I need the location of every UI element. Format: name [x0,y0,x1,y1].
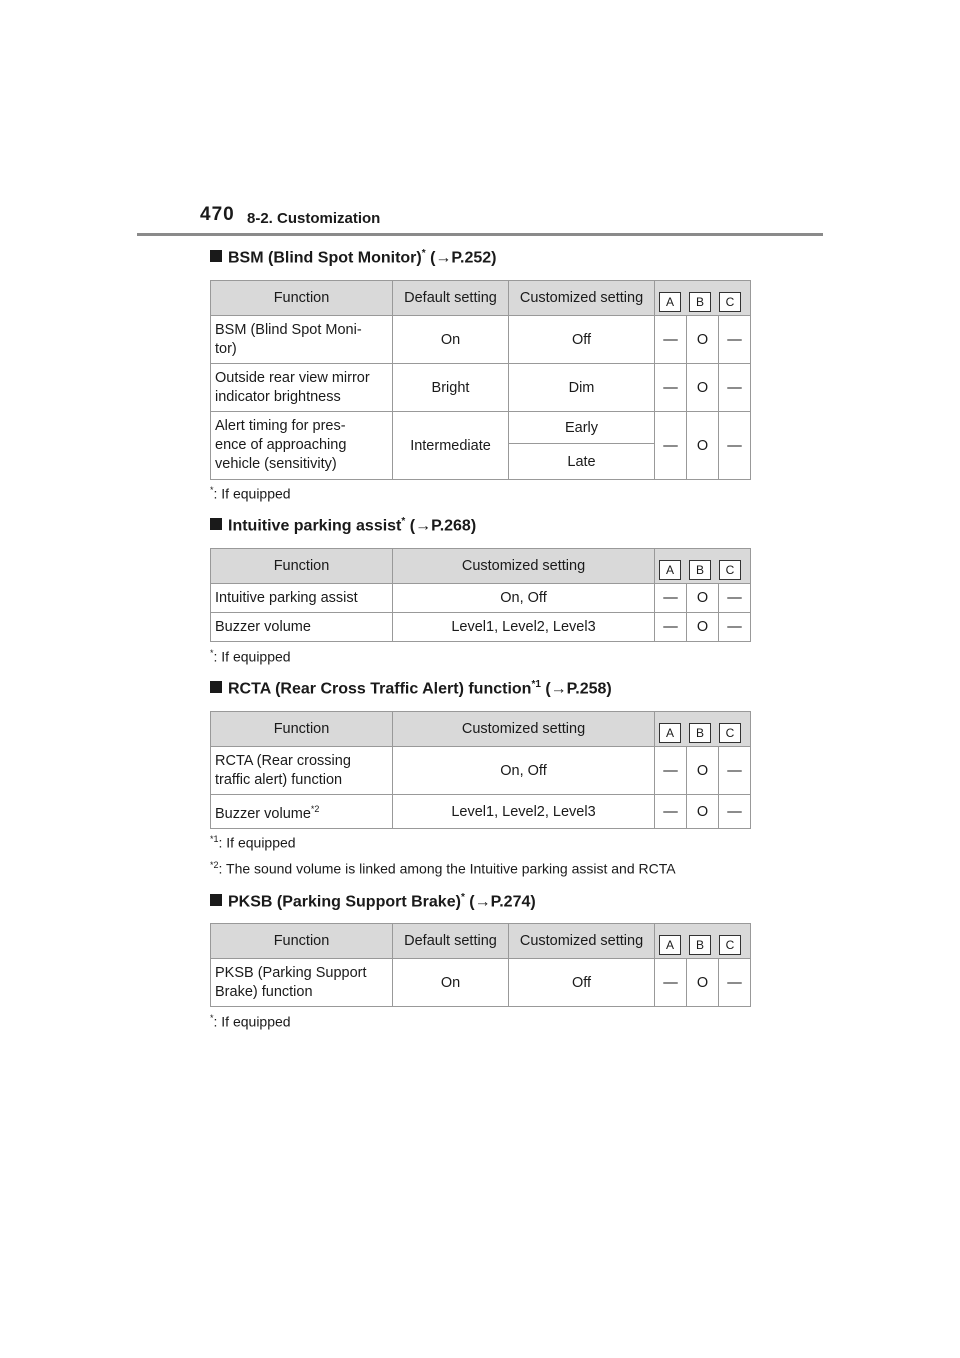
custom-cell: On, Off [393,747,655,795]
setting-c-label: C [719,935,741,955]
a-cell: — [655,364,687,412]
settings-abc-header [655,281,751,316]
c-cell: — [719,959,751,1007]
page-number: 470 [200,204,235,225]
rcta-footnote-1: $^{*1}$: If equipped [210,834,296,851]
table-header-row [211,549,751,584]
column-header: Customized setting [509,924,655,959]
section-title: 8-2. Customization [247,210,381,227]
a-cell: — [655,584,687,613]
table-row [211,747,751,795]
b-cell: O [687,795,719,829]
ipa-heading-ref[interactable]: (→P.268) [409,517,477,535]
column-header: Customized setting [393,549,655,584]
pksb-heading-mark: * [460,892,465,903]
setting-c-label: C [719,723,741,743]
setting-b-label: B [689,292,711,312]
function-cell: RCTA (Rear crossing traffic alert) function [211,747,393,795]
table-header-row [211,924,751,959]
table-row [211,959,751,1007]
setting-a-label: A [659,560,681,580]
setting-b-label: B [689,723,711,743]
a-cell: — [655,613,687,642]
c-cell: — [719,584,751,613]
pksb-heading [210,892,536,911]
rcta-heading [210,679,612,698]
ipa-table [210,548,751,642]
rcta-heading-text: RCTA (Rear Cross Traffic Alert) function [228,680,532,698]
setting-c-label: C [719,560,741,580]
custom-cell: Late [509,444,655,480]
table-header-row [211,281,751,316]
header-rule [137,233,823,236]
b-cell: O [687,613,719,642]
rcta-footnote-2: $^{*2}$: The sound volume is linked among the Intuitive parking assist and RCTA [210,860,676,877]
function-cell: Outside rear view mirror indicator brightness [211,364,393,412]
bsm-table [210,280,751,480]
a-cell: — [655,959,687,1007]
settings-abc-header [655,712,751,747]
b-cell: O [687,364,719,412]
column-header: Function [211,549,393,584]
column-header: Customized setting [509,281,655,316]
c-cell: — [719,316,751,364]
rcta-heading-mark: *1 [531,679,541,690]
setting-b-label: B [689,560,711,580]
function-cell: Alert timing for pres- ence of approaching vehicle (sensitivity) [211,412,393,480]
setting-c-label: C [719,292,741,312]
function-cell: Intuitive parking assist [211,584,393,613]
ipa-heading-mark: * [401,516,406,527]
function-cell: PKSB (Parking Support Brake) function [211,959,393,1007]
custom-cell: Dim [509,364,655,412]
bsm-heading [210,248,497,267]
column-header: Function [211,924,393,959]
pksb-table [210,923,751,1007]
table-row [211,316,751,364]
table-row [211,412,751,444]
c-cell: — [719,613,751,642]
default-cell: Intermediate [393,412,509,480]
a-cell: — [655,412,687,480]
table-row [211,364,751,412]
ipa-heading [210,516,476,535]
b-cell: O [687,316,719,364]
custom-cell: Early [509,412,655,444]
column-header: Default setting [393,924,509,959]
table-row [211,613,751,642]
rcta-table [210,711,751,829]
table-row [211,584,751,613]
a-cell: — [655,316,687,364]
setting-a-label: A [659,935,681,955]
bsm-heading-ref[interactable]: (→P.252) [430,249,497,267]
b-cell: O [687,747,719,795]
column-header: Default setting [393,281,509,316]
a-cell: — [655,795,687,829]
table-row [211,795,751,829]
ipa-heading-text: Intuitive parking assist [228,517,402,535]
ipa-footnote: *: If equipped [210,648,291,665]
pksb-heading-ref[interactable]: (→P.274) [469,893,536,911]
settings-abc-header [655,924,751,959]
function-cell: BSM (Blind Spot Moni- tor) [211,316,393,364]
function-cell: Buzzer volume$^{*2}$ [211,795,393,829]
bsm-heading-text: BSM (Blind Spot Monitor) [228,249,422,267]
function-cell: Buzzer volume [211,613,393,642]
pksb-footnote: *: If equipped [210,1013,291,1030]
column-header: Function [211,712,393,747]
custom-cell: On, Off [393,584,655,613]
column-header: Customized setting [393,712,655,747]
pksb-heading-text: PKSB (Parking Support Brake) [228,893,461,911]
setting-a-label: A [659,723,681,743]
bsm-footnote: *: If equipped [210,485,291,502]
default-cell: On [393,959,509,1007]
default-cell: Bright [393,364,509,412]
square-bullet-icon [210,518,222,530]
setting-b-label: B [689,935,711,955]
column-header: Function [211,281,393,316]
square-bullet-icon [210,250,222,262]
a-cell: — [655,747,687,795]
square-bullet-icon [210,894,222,906]
c-cell: — [719,795,751,829]
custom-cell: Level1, Level2, Level3 [393,613,655,642]
c-cell: — [719,747,751,795]
setting-a-label: A [659,292,681,312]
square-bullet-icon [210,681,222,693]
bsm-heading-mark: * [421,248,426,259]
b-cell: O [687,959,719,1007]
settings-abc-header [655,549,751,584]
b-cell: O [687,584,719,613]
custom-cell: Level1, Level2, Level3 [393,795,655,829]
rcta-heading-ref[interactable]: (→P.258) [545,680,612,698]
b-cell: O [687,412,719,480]
default-cell: On [393,316,509,364]
custom-cell: Off [509,959,655,1007]
c-cell: — [719,364,751,412]
c-cell: — [719,412,751,480]
table-header-row [211,712,751,747]
custom-cell: Off [509,316,655,364]
